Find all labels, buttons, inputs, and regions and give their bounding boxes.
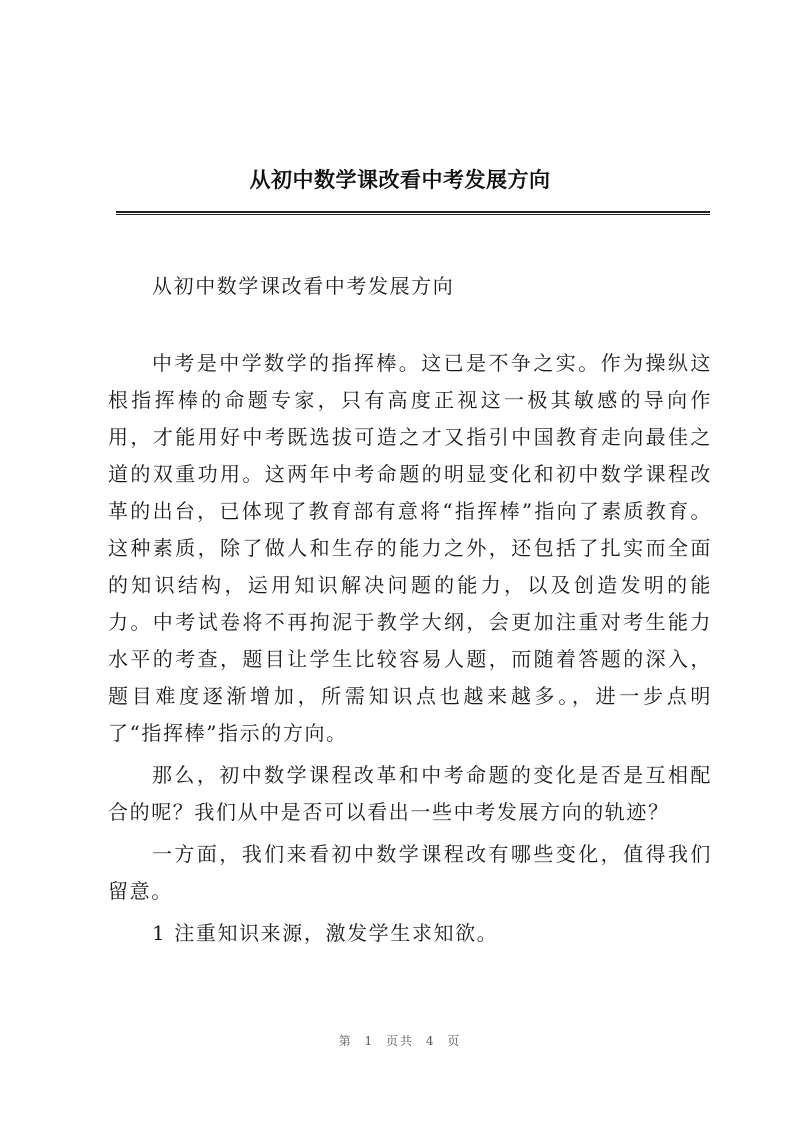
document-title: 从初中数学课改看中考发展方向: [249, 167, 551, 192]
paragraph-3: 一方面，我们来看初中数学课程改有哪些变化，值得我们留意。: [108, 842, 712, 903]
paragraph-1: 中考是中学数学的指挥棒。这已是不争之实。作为操纵这根指挥棒的命题专家，只有高度正视这一极其敏感的导向作用，才能用好中考既选拔可造之才又指引中国教育走向最佳之道的双重功用。这两年中考命题的明显变化和初中数学课程改革的出台，已体现了教育部有意将“指挥棒”指向了素质教育。这种素质，除了做人和生存的能力之外，还包括了扎实而全面的知识结构，运用知识解决问题的能力，以及创造发明的能力。中考试卷将不再拘泥于教学大纲，会更加注重对考生能力水平的考查，题目让学生比较容易人题，而随着答题的深入，题目难度逐渐增加，所需知识点也越来越多。，进一步点明了“指挥棒”指示的方向。: [108, 351, 712, 745]
paragraph-2: 那么，初中数学课程改革和中考命题的变化是否是互相配合的呢？我们从中是否可以看出一些中考发展方向的轨迹？: [108, 763, 712, 824]
document-body: [108, 268, 712, 952]
document-subtitle: 从初中数学课改看中考发展方向: [152, 274, 455, 298]
title-divider: [116, 211, 710, 215]
paragraph-4: 1 注重知识来源，激发学生求知欲。: [152, 921, 499, 945]
page-number-footer: 第 1 页共 4 页: [338, 1034, 462, 1048]
